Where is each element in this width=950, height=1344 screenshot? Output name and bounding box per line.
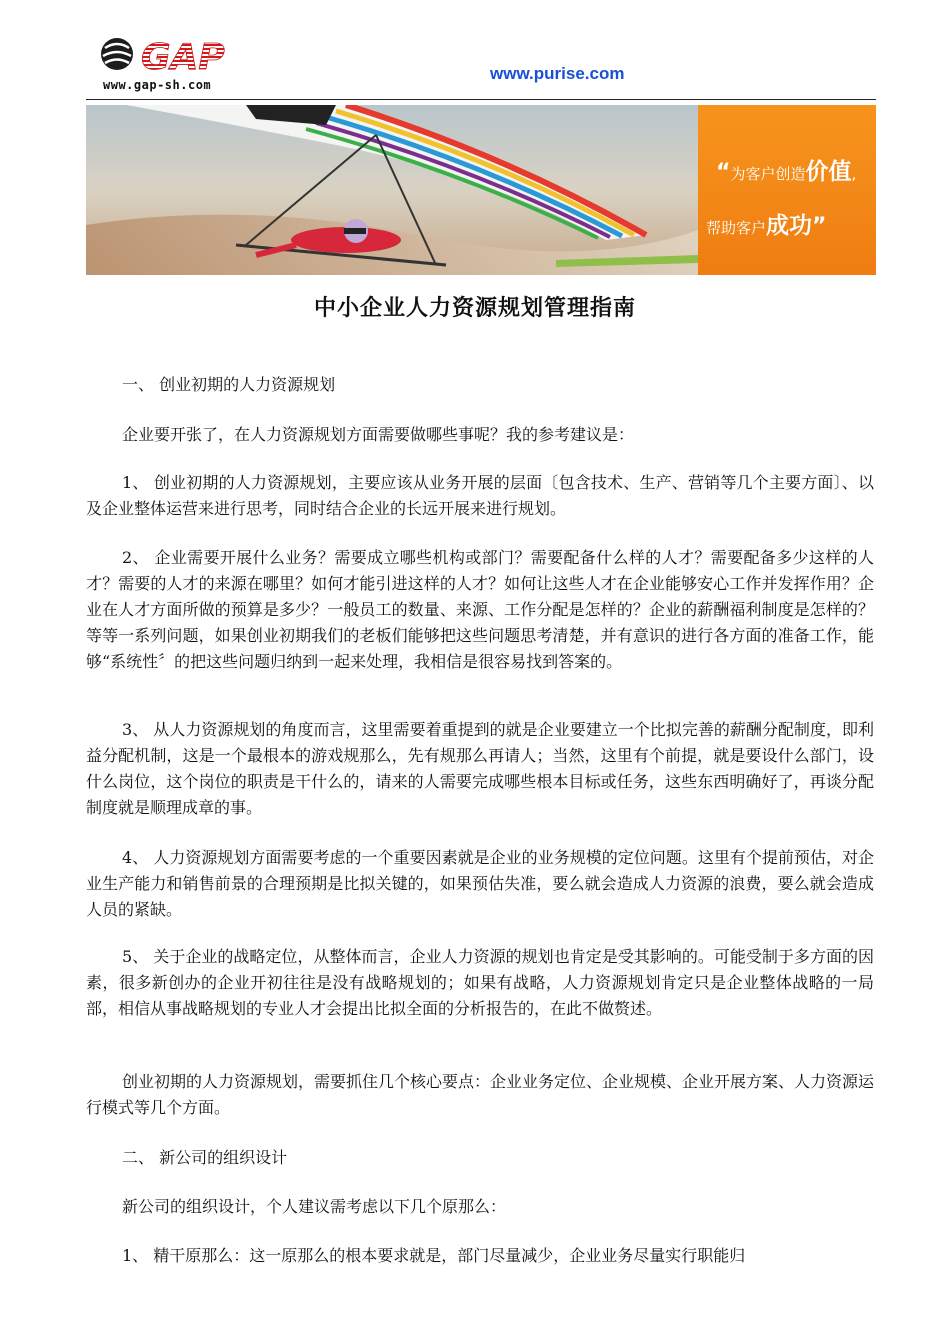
paragraph: 1、 创业初期的人力资源规划，主要应该从业务开展的层面〔包含技术、生产、营销等几个主要方面〕、以及企业整体运营来进行思考，同时结合企业的长远开展来进行规划。 [86, 473, 874, 518]
paragraph: 新公司的组织设计，个人建议需考虑以下几个原那么： [122, 1197, 507, 1216]
paragraph: 1、 精干原那么：这一原那么的根本要求就是，部门尽量减少，企业业务尽量实行职能归 [122, 1246, 746, 1265]
section-heading-2: 二、 新公司的组织设计 [122, 1148, 288, 1167]
logo-url[interactable]: www.gap-sh.com [103, 78, 212, 92]
slogan-line-2: 帮助客户成功” [706, 213, 827, 239]
logo-brand-text: GAP [141, 37, 225, 78]
header-divider [86, 99, 876, 100]
paragraph: 企业要开张了，在人力资源规划方面需要做哪些事呢？我的参考建议是： [122, 425, 635, 444]
slogan-panel [698, 105, 876, 275]
section-heading-1: 一、 创业初期的人力资源规划 [122, 375, 336, 394]
site-url-link[interactable]: www.purise.com [490, 64, 625, 83]
paragraph: 创业初期的人力资源规划，需要抓住几个核心要点：企业业务定位、企业规模、企业开展方案、人力资源运行模式等几个方面。 [86, 1072, 875, 1117]
paragraph: 4、 人力资源规划方面需要考虑的一个重要因素就是企业的业务规模的定位问题。这里有个提前预估，对企业生产能力和销售前景的合理预期是比拟关键的，如果预估失准，要么就会造成人力资源的浪费，要么就会造成人员的紧缺。 [86, 848, 874, 919]
document-title: 中小企业人力资源规划管理指南 [313, 295, 636, 321]
slogan-line-1: “为客户创造价值, [716, 159, 857, 185]
paragraph: 2、 企业需要开展什么业务？需要成立哪些机构或部门？需要配备什么样的人才？需要配备多少这样的人才？需要的人才的来源在哪里？如何才能引进这样的人才？如何让这些人才在企业能够安心工作并发挥作用？企业在人才方面所做的预算是多少？一般员工的数量、来源、工作分配是怎样的？企业的薪酬福利制度是怎样的？等等一系列问题，如果创业初期我们的老板们能够把这些问题思考清楚，并有意识的进行各方面的准备工作，能够“系统性〞的把这些问题归纳到一起来处理，我相信是很容易找到答案的。 [86, 548, 874, 671]
gap-logo[interactable] [97, 30, 257, 100]
paragraph: 3、 从人力资源规划的角度而言，这里需要着重提到的就是企业要建立一个比拟完善的薪酬分配制度，即利益分配机制，这是一个最根本的游戏规那么，先有规那么再请人；当然，这里有个前提，就是要设什么部门，设什么岗位，这个岗位的职责是干什么的，请来的人需要完成哪些根本目标或任务，这些东西明确好了，再谈分配制度就是顺理成章的事。 [86, 720, 874, 817]
gap-logo-mark-icon [99, 32, 249, 78]
paragraph: 5、 关于企业的战略定位，从整体而言，企业人力资源的规划也肯定是受其影响的。可能受制于多方面的因素，很多新创办的企业开初往往是没有战略规划的；如果有战略，人力资源规划肯定只是企业整体战略的一局部，相信从事战略规划的专业人才会提出比拟全面的分析报告的，在此不做赘述。 [86, 947, 874, 1018]
hang-glider-photo-icon [86, 105, 698, 275]
banner [86, 105, 876, 275]
